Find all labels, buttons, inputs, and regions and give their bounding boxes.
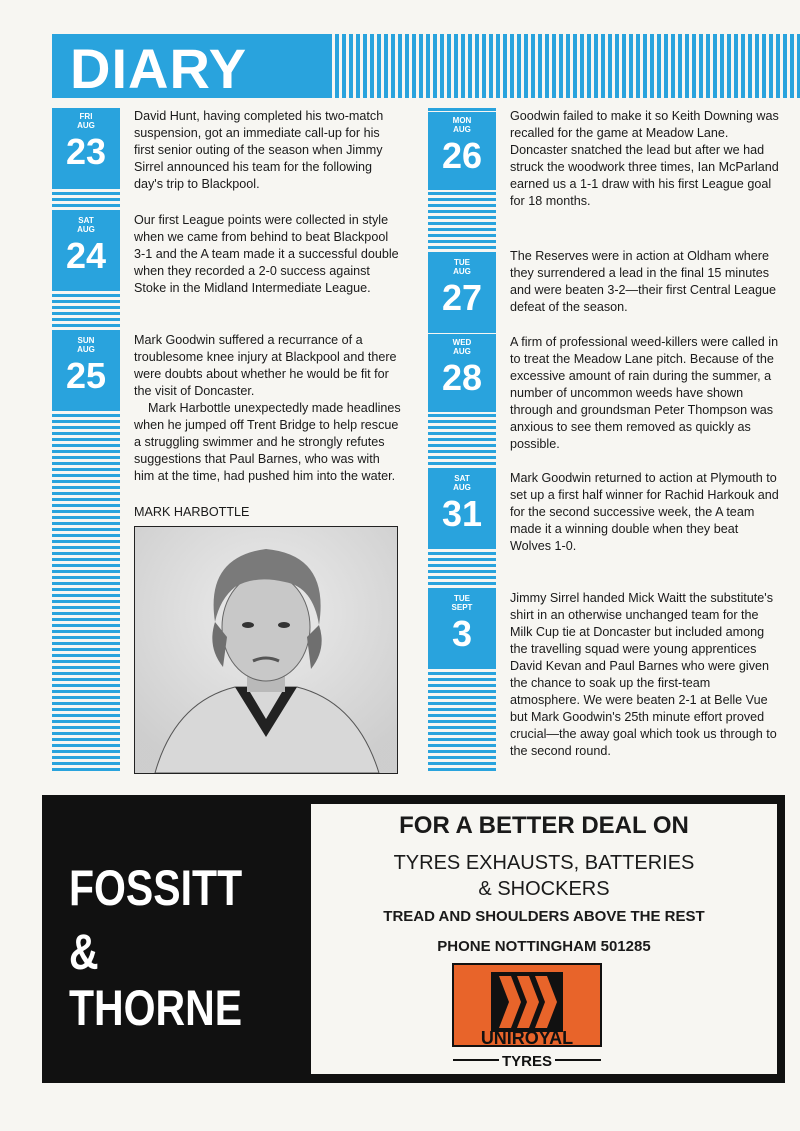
ad-line3: & SHOCKERS xyxy=(478,878,610,900)
date-number: 25 xyxy=(65,355,107,396)
entry-text: Our first League points were collected in style when we came from behind to beat Blackpool 3-1 and the A team made it a successful double when they recorded a 2-0 success against Stoke in the Midland Intermediate League. xyxy=(134,213,399,295)
entry-text: Goodwin failed to make it so Keith Downing was recalled for the game at Meadow Lane. Doncaster snatched the lead but after we had struck the woodwork three times, Ian McParland earned us a 1-1 draw with his first League goal for 18 months. xyxy=(510,109,779,208)
ad-panel xyxy=(311,804,777,1074)
ad-headline: FOR A BETTER DEAL ON xyxy=(399,812,689,839)
date-number: 31 xyxy=(441,493,483,534)
ad-line2: TYRES EXHAUSTS, BATTERIES xyxy=(393,852,695,874)
entry-text: Mark Goodwin suffered a recurrance of a troublesome knee injury at Blackpool and there were doubts about whether he would be fit for the visit of Doncaster. xyxy=(134,333,397,398)
date-box-tue-27 xyxy=(428,254,496,332)
date-day: SUN xyxy=(77,336,95,345)
entry-28 xyxy=(510,334,782,453)
entry-text: Mark Goodwin returned to action at Plymouth to set up a first half winner for Rachid Harkouk and for the second successive week, the A team made it a winning double when they beat Wolves 1-0. xyxy=(510,471,779,553)
date-box-sat-24 xyxy=(52,212,120,290)
date-box-wed-28 xyxy=(428,334,496,412)
header-title-block xyxy=(52,34,328,98)
entry-31 xyxy=(510,470,782,555)
date-box-fri-23 xyxy=(52,108,120,186)
date-number: 3 xyxy=(451,613,473,654)
logo-name: UNIROYAL xyxy=(480,1028,574,1048)
date-month: AUG xyxy=(77,121,95,130)
logo-sub: TYRES xyxy=(501,1053,553,1070)
date-day: FRI xyxy=(79,112,93,121)
diary-header xyxy=(52,34,800,98)
date-day: MON xyxy=(452,116,472,125)
date-month: AUG xyxy=(77,225,95,234)
date-column-stripes xyxy=(52,108,120,772)
date-day: SAT xyxy=(454,474,470,483)
date-column-stripes xyxy=(428,108,496,772)
date-month: SEPT xyxy=(451,603,473,612)
date-number: 23 xyxy=(65,131,107,172)
ad-brand-line1: FOSSITT xyxy=(69,860,243,916)
date-month: AUG xyxy=(453,125,471,134)
date-day: WED xyxy=(452,338,472,347)
player-portrait-illustration xyxy=(135,527,397,773)
entry-text: The Reserves were in action at Oldham where they surrendered a lead in the final 15 minutes and were beaten 3-2—their first Central League defeat of the season. xyxy=(510,249,777,314)
entry-26 xyxy=(510,108,782,210)
date-box-tue-3 xyxy=(428,590,496,668)
date-month: AUG xyxy=(453,483,471,492)
header-stripes xyxy=(328,34,800,98)
date-number: 26 xyxy=(441,135,483,176)
date-box-sat-31 xyxy=(428,470,496,548)
entry-text: Jimmy Sirrel handed Mick Waitt the substitute's shirt in an otherwise unchanged team for the Milk Cup tie at Doncaster but included among the travelling squad were young apprentices David Kevan and Paul Barnes who were given the chance to soak up the first-team atmosphere. We were beaten 2-1 at Belle Vue but Mark Goodwin's 25th minute effort proved crucial—the away goal which took us through to the second round. xyxy=(510,591,777,758)
entry-text: A firm of professional weed-killers were called in to treat the Meadow Lane pitch. Because of the excessive amount of rain during the summer, a number of uncommon weeds have shown through and groundsman Peter Thompson was anxious to see them removed as quickly as possible. xyxy=(510,335,779,451)
entry-27 xyxy=(510,248,782,316)
advertisement xyxy=(42,795,785,1083)
entry-24 xyxy=(134,212,402,297)
player-photo xyxy=(134,526,398,774)
ad-phone: PHONE NOTTINGHAM 501285 xyxy=(437,938,651,955)
date-number: 27 xyxy=(441,277,483,318)
date-day: TUE xyxy=(454,594,470,603)
date-day: TUE xyxy=(454,258,470,267)
date-number: 28 xyxy=(441,357,483,398)
entry-23 xyxy=(134,108,402,193)
date-day: SAT xyxy=(78,216,94,225)
date-month: AUG xyxy=(77,345,95,354)
ad-brand-block xyxy=(45,798,307,1080)
date-month: AUG xyxy=(453,267,471,276)
date-column-right xyxy=(428,108,496,772)
page-title: DIARY xyxy=(70,37,248,100)
ad-tagline: TREAD AND SHOULDERS ABOVE THE REST xyxy=(383,908,705,925)
entry-text: David Hunt, having completed his two-match suspension, got an immediate call-up for his first senior outing of the season when Jimmy Sirrel announced his team for the following day's trip to Blackpool. xyxy=(134,109,384,191)
entry-25 xyxy=(134,332,402,485)
ad-brand-line2: & THORNE xyxy=(69,924,243,1036)
date-box-sun-25 xyxy=(52,332,120,410)
date-month: AUG xyxy=(453,347,471,356)
date-box-mon-26 xyxy=(428,112,496,190)
entry-text-continued: Mark Harbottle unexpectedly made headlines when he jumped off Trent Bridge to help rescue a struggling swimmer and he strongly refutes suggestions that Paul Barnes, who was with him at the time, had pushed him into the water. xyxy=(134,401,401,483)
uniroyal-logo xyxy=(451,962,603,1070)
date-number: 24 xyxy=(65,235,107,276)
photo-caption: MARK HARBOTTLE xyxy=(134,505,250,519)
date-column-left xyxy=(52,108,120,772)
entry-3 xyxy=(510,590,782,760)
